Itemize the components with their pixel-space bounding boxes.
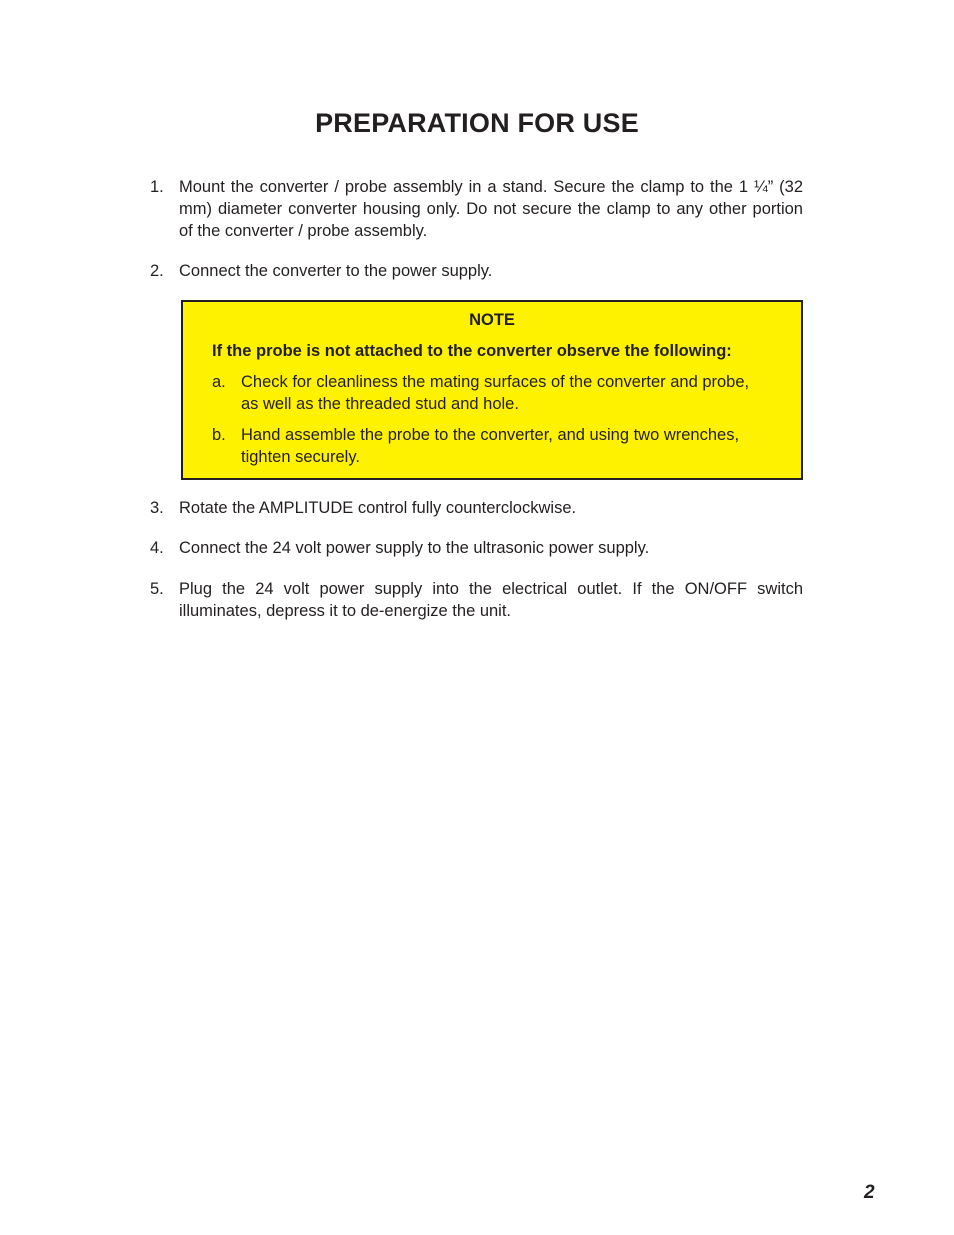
note-intro: If the probe is not attached to the converter observe the following: <box>212 342 732 360</box>
note-title: NOTE <box>469 311 515 329</box>
step-number: 1. <box>150 178 164 196</box>
step-item-2 <box>150 260 803 282</box>
step-text: Rotate the AMPLITUDE control fully counterclockwise. <box>179 499 577 517</box>
step-text: Connect the 24 volt power supply to the ultrasonic power supply. <box>179 539 650 557</box>
note-box <box>181 300 803 480</box>
step-text: Plug the 24 volt power supply into the electrical outlet. If the ON/OFF switch illuminates, depress it to de-energize the unit. <box>179 580 803 620</box>
note-item-b <box>212 424 752 468</box>
step-number: 4. <box>150 539 164 557</box>
note-item-text: Check for cleanliness the mating surfaces of the converter and probe, as well as the threaded stud and hole. <box>241 373 750 413</box>
step-number: 2. <box>150 262 164 280</box>
step-item-3 <box>150 497 803 519</box>
step-item-5 <box>150 578 803 622</box>
page-number: 2 <box>864 1182 875 1203</box>
note-item-letter: a. <box>212 373 226 391</box>
note-item-letter: b. <box>212 426 226 444</box>
note-item-a <box>212 371 752 415</box>
step-number: 3. <box>150 499 164 517</box>
step-item-1 <box>150 176 803 242</box>
step-item-4 <box>150 537 803 559</box>
step-number: 5. <box>150 580 164 598</box>
page-title: PREPARATION FOR USE <box>315 108 639 138</box>
step-text: Connect the converter to the power supply. <box>179 262 493 280</box>
note-item-text: Hand assemble the probe to the converter, and using two wrenches, tighten securely. <box>241 426 740 466</box>
step-text: Mount the converter / probe assembly in a stand. Secure the clamp to the 1 ¼” (32 mm) diameter converter housing only. Do not secure the clamp to any other portion of the converter / probe assembly. <box>179 178 803 240</box>
